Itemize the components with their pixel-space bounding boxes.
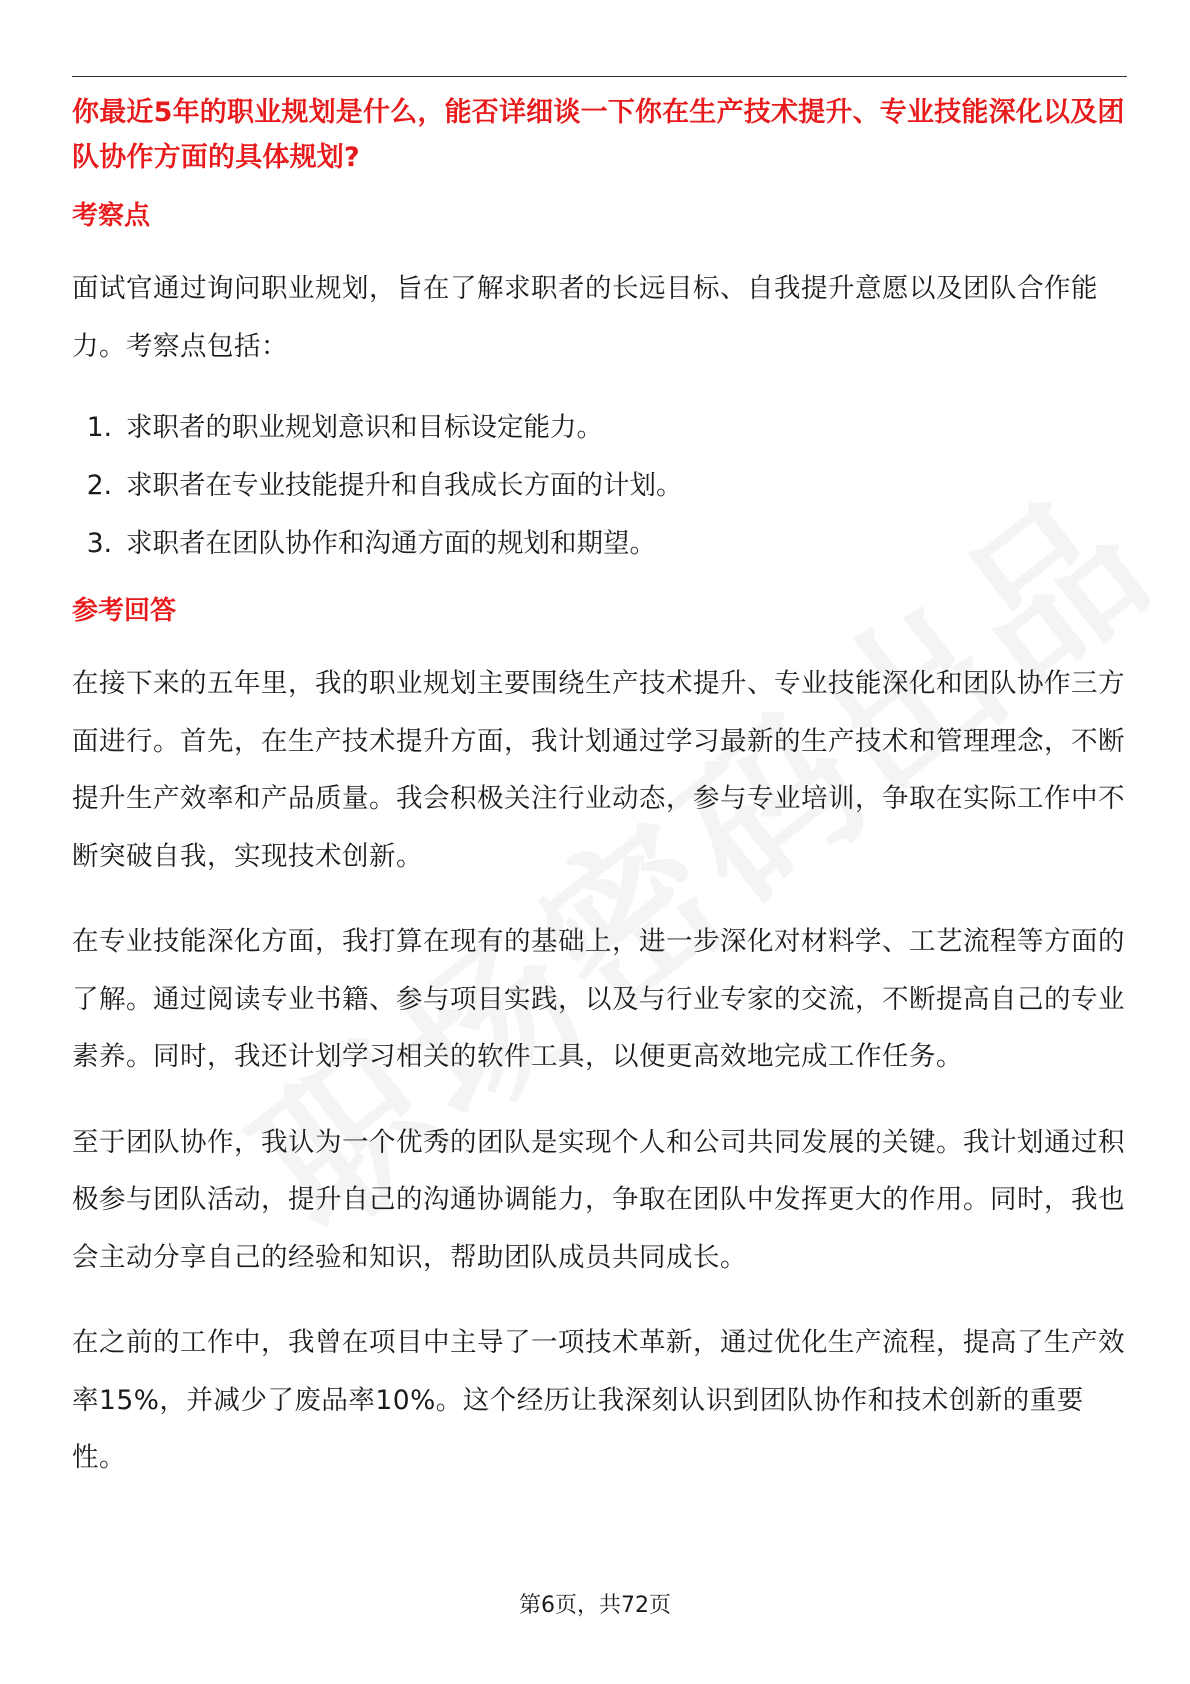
list-item-text: 求职者在专业技能提升和自我成长方面的计划。: [126, 470, 683, 501]
page-content: [72, 90, 1132, 1487]
section-heading-cankao: 参考回答: [72, 596, 177, 626]
list-item-number: 2.: [86, 470, 112, 501]
section-heading-kaocha: 考察点: [72, 201, 151, 231]
list-item-text: 求职者在团队协作和沟通方面的规划和期望。: [126, 528, 656, 559]
question-title: 你最近5年的职业规划是什么，能否详细谈一下你在生产技术提升、专业技能深化以及团队协作方面的具体规划?: [72, 97, 1125, 173]
answer-paragraph: 在之前的工作中，我曾在项目中主导了一项技术革新，通过优化生产流程，提高了生产效率15%，并减少了废品率10%。这个经历让我深刻认识到团队协作和技术创新的重要性。: [72, 1327, 1125, 1473]
list-item-number: 3.: [86, 528, 112, 559]
list-item: [72, 457, 1132, 515]
list-item: [72, 399, 1132, 457]
list-item-number: 1.: [86, 412, 112, 443]
header-divider: [72, 76, 1127, 77]
list-item: [72, 515, 1132, 573]
kaocha-points-list: [72, 399, 1132, 573]
list-item-text: 求职者的职业规划意识和目标设定能力。: [126, 412, 603, 443]
answer-paragraph: 在接下来的五年里，我的职业规划主要围绕生产技术提升、专业技能深化和团队协作三方面进行。首先，在生产技术提升方面，我计划通过学习最新的生产技术和管理理念，不断提升生产效率和产品质量。我会积极关注行业动态，参与专业培训，争取在实际工作中不断突破自我，实现技术创新。: [72, 668, 1125, 872]
page-number: 第6页，共72页: [519, 1593, 671, 1618]
answer-paragraph: 在专业技能深化方面，我打算在现有的基础上，进一步深化对材料学、工艺流程等方面的了解。通过阅读专业书籍、参与项目实践，以及与行业专家的交流，不断提高自己的专业素养。同时，我还计划学习相关的软件工具，以便更高效地完成工作任务。: [72, 926, 1125, 1072]
answer-paragraph: 至于团队协作，我认为一个优秀的团队是实现个人和公司共同发展的关键。我计划通过积极参与团队活动，提升自己的沟通协调能力，争取在团队中发挥更大的作用。同时，我也会主动分享自己的经验和知识，帮助团队成员共同成长。: [72, 1126, 1125, 1273]
kaocha-intro: 面试官通过询问职业规划，旨在了解求职者的长远目标、自我提升意愿以及团队合作能力。考察点包括：: [72, 273, 1098, 362]
